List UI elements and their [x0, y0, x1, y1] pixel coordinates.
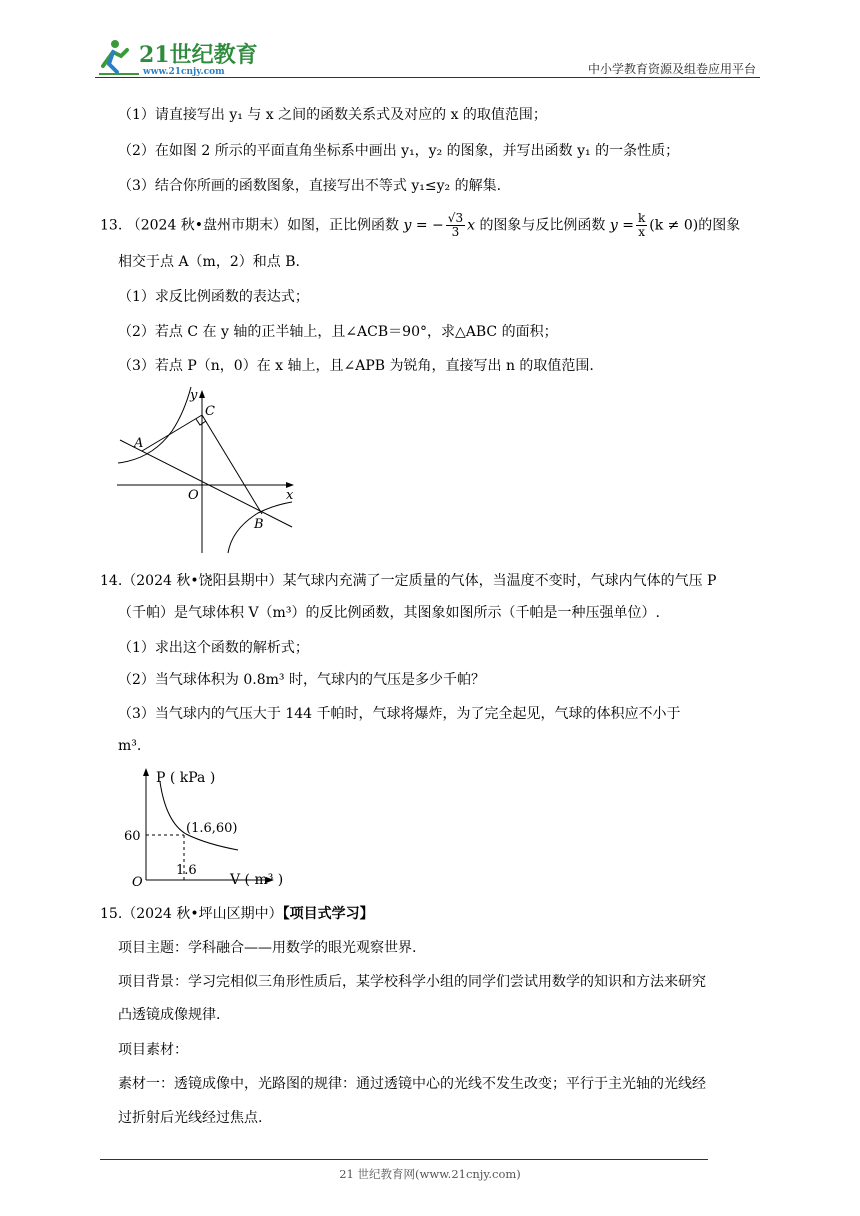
- logo-url: www.21cnjy.com: [143, 67, 225, 77]
- q15-background-b: 凸透镜成像规律.: [118, 1007, 221, 1023]
- site-logo: [95, 36, 265, 78]
- footer-text: 21 世纪教育网(www.21cnjy.com): [339, 1167, 521, 1181]
- q13-frac1-num: √3: [447, 211, 464, 225]
- q14-number: 14.: [100, 573, 123, 589]
- q13-frac2-den: x: [638, 225, 646, 239]
- q14-source: （2024 秋•饶阳县期中）: [122, 573, 283, 589]
- q15-tag: 【项目式学习】: [282, 906, 374, 922]
- q13-segment-ac: [142, 415, 202, 451]
- q14-y-arrow: [143, 768, 149, 776]
- logo-text: 21世纪教育: [139, 42, 258, 68]
- q15-source: （2024 秋•坪山区期中）: [122, 906, 283, 922]
- q13-label-a: A: [134, 436, 144, 451]
- q13-label-b: B: [254, 517, 264, 532]
- q13-stem: [100, 212, 740, 239]
- q15-stem: [100, 904, 374, 924]
- q13-stem-a: 如图，正比例函数: [287, 217, 400, 234]
- q13-label-c: C: [205, 404, 215, 419]
- q13-sub1: （1）求反比例函数的表达式；: [118, 289, 309, 305]
- q13-frac2: [636, 212, 647, 239]
- q13-condition: (k ≠ 0): [649, 217, 699, 234]
- q15-material1-b: 过折射后光线经过焦点.: [118, 1110, 263, 1126]
- q12-sub2: （2）在如图 2 所示的平面直角坐标系中画出 y₁，y₂ 的图象，并写出函数 y₁ 的一条性质；: [118, 143, 680, 159]
- q13-sub2: （2）若点 C 在 y 轴的正半轴上，且∠ACB＝90°，求△ABC 的面积；: [118, 324, 558, 340]
- q13-stem-b: 的图象与反比例函数: [479, 217, 606, 234]
- q14-point-label: (1.6,60): [186, 821, 238, 836]
- q13-label-y: y: [190, 388, 198, 403]
- q13-frac2-num: k: [637, 211, 646, 225]
- q14-stem-b: （千帕）是气球体积 V（m³）的反比例函数，其图象如图所示（千帕是一种压强单位）.: [118, 605, 660, 621]
- q13-label-o: O: [188, 488, 199, 503]
- footer-divider: [100, 1159, 708, 1160]
- q14-figure: [118, 762, 288, 890]
- q13-y-arrow: [199, 390, 205, 398]
- q15-material: 项目素材：: [118, 1042, 188, 1058]
- q14-tick-60: 60: [124, 829, 141, 844]
- q13-segment-cb: [202, 415, 262, 514]
- q14-y-label: P ( kPa ): [156, 770, 216, 786]
- q12-sub1: （1）请直接写出 y₁ 与 x 之间的函数关系式及对应的 x 的取值范围；: [118, 107, 547, 123]
- q13-stem-c: 的图象: [698, 217, 741, 234]
- header-divider: [95, 77, 760, 78]
- q13-frac1-den: 3: [451, 225, 460, 239]
- q13-eq1-lhs: y = −: [403, 217, 444, 234]
- platform-name: 中小学教育资源及组卷应用平台: [587, 62, 756, 76]
- q13-figure: [112, 385, 297, 557]
- q15-number: 15.: [100, 906, 123, 922]
- q13-number: 13.: [100, 217, 123, 234]
- q13-hyperbola-upper: [118, 387, 191, 463]
- q14-sub3: （3）当气球内的气压大于 144 千帕时，气球将爆炸，为了完全起见，气球的体积应不小于: [118, 706, 681, 722]
- q13-sub3: （3）若点 P（n，0）在 x 轴上，且∠APB 为锐角，直接写出 n 的取值范围.: [118, 358, 594, 374]
- q15-background-a: 项目背景：学习完相似三角形性质后，某学校科学小组的同学们尝试用数学的知识和方法来研究: [118, 974, 706, 990]
- q15-topic: 项目主题：学科融合——用数学的眼光观察世界.: [118, 940, 417, 956]
- q13-eq2-lhs: y =: [609, 217, 634, 234]
- q13-line-ab: [120, 440, 292, 527]
- q13-label-x: x: [286, 488, 294, 503]
- q14-stem-a-text: 某气球内充满了一定质量的气体，当温度不变时，气球内气体的气压 P: [282, 573, 717, 589]
- runner-icon: [99, 40, 139, 74]
- q14-stem-a: [100, 571, 716, 591]
- q13-frac1: [446, 212, 465, 239]
- q13-stem-d: 相交于点 A（m，2）和点 B.: [118, 254, 300, 270]
- q14-sub1: （1）求出这个函数的解析式；: [118, 640, 309, 656]
- q14-sub2: （2）当气球体积为 0.8m³ 时，气球内的气压是多少千帕？: [118, 672, 485, 688]
- q14-sub3-unit: m³.: [118, 738, 142, 754]
- q13-source: （2024 秋•盘州市期末）: [126, 217, 288, 234]
- q15-material1-a: 素材一：透镜成像中，光路图的规律：通过透镜中心的光线不发生改变；平行于主光轴的光线经: [118, 1076, 706, 1092]
- q14-label-o: O: [132, 875, 143, 890]
- q14-x-label: V ( m³ ): [230, 872, 284, 888]
- q14-tick-1.6: 1.6: [176, 863, 197, 878]
- q14-curve: [160, 782, 238, 850]
- q12-sub3: （3）结合你所画的函数图象，直接写出不等式 y₁≤y₂ 的解集.: [118, 178, 502, 194]
- q13-eq1-x: x: [467, 217, 475, 234]
